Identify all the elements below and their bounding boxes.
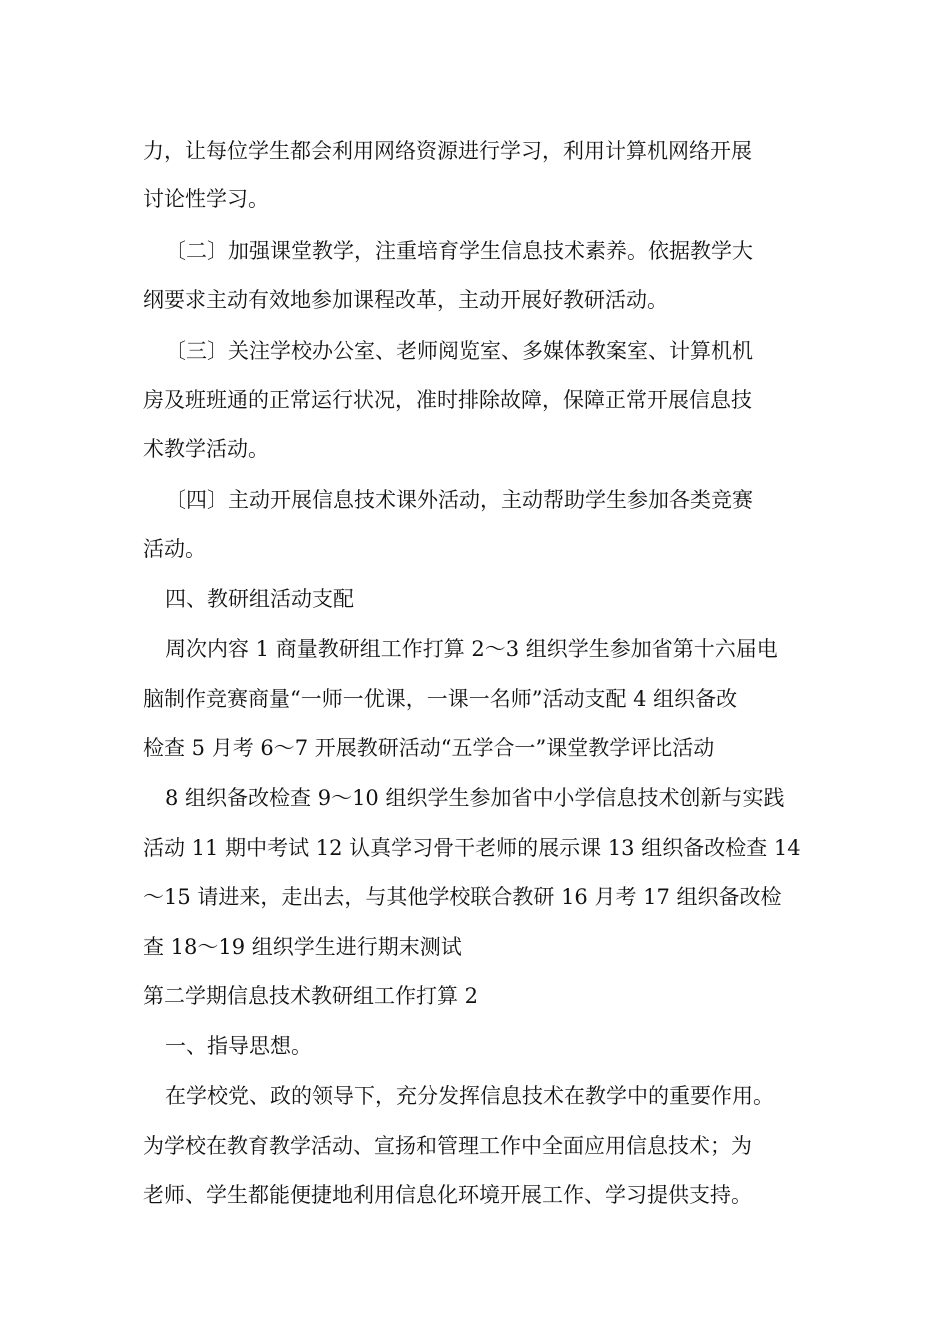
paragraph-line: 为学校在教育教学活动、宣扬和管理工作中全面应用信息技术；为: [143, 1134, 752, 1158]
paragraph-line: 脑制作竞赛商量“一师一优课，一课一名师”活动支配 4 组织备改: [143, 687, 738, 711]
paragraph-line: 〔四〕主动开展信息技术课外活动，主动帮助学生参加各类竞赛: [165, 488, 753, 512]
paragraph-line: 房及班班通的正常运行状况，准时排除故障，保障正常开展信息技: [143, 388, 752, 412]
paragraph-line: 查 18～19 组织学生进行期末测试: [143, 935, 462, 959]
paragraph-line: 〔二〕加强课堂教学，注重培育学生信息技术素养。依据教学大: [165, 239, 753, 263]
paragraph-line: 老师、学生都能便捷地利用信息化环境开展工作、学习提供支持。: [143, 1183, 752, 1207]
paragraph-line: 纲要求主动有效地参加课程改革，主动开展好教研活动。: [143, 288, 668, 312]
paragraph-line: 检查 5 月考 6～7 开展教研活动“五学合一”课堂教学评比活动: [143, 736, 715, 760]
document-subtitle: 第二学期信息技术教研组工作打算 2: [143, 984, 479, 1008]
paragraph-line: 活动。: [143, 537, 206, 561]
paragraph-line: 在学校党、政的领导下，充分发挥信息技术在教学中的重要作用。: [165, 1084, 774, 1108]
paragraph-line: 讨论性学习。: [143, 187, 269, 211]
paragraph-line: 术教学活动。: [143, 437, 269, 461]
paragraph-line: 周次内容 1 商量教研组工作打算 2～3 组织学生参加省第十六届电: [165, 637, 778, 661]
paragraph-line: ～15 请进来，走出去，与其他学校联合教研 16 月考 17 组织备改检: [143, 885, 782, 909]
section-heading: 四、教研组活动支配: [165, 587, 354, 611]
paragraph-line: 力，让每位学生都会利用网络资源进行学习，利用计算机网络开展: [143, 139, 752, 163]
paragraph-line: 8 组织备改检查 9～10 组织学生参加省中小学信息技术创新与实践: [165, 786, 785, 810]
paragraph-line: 活动 11 期中考试 12 认真学习骨干老师的展示课 13 组织备改检查 14: [143, 836, 801, 860]
section-heading: 一、指导思想。: [165, 1034, 312, 1058]
paragraph-line: 〔三〕关注学校办公室、老师阅览室、多媒体教案室、计算机机: [165, 339, 753, 363]
